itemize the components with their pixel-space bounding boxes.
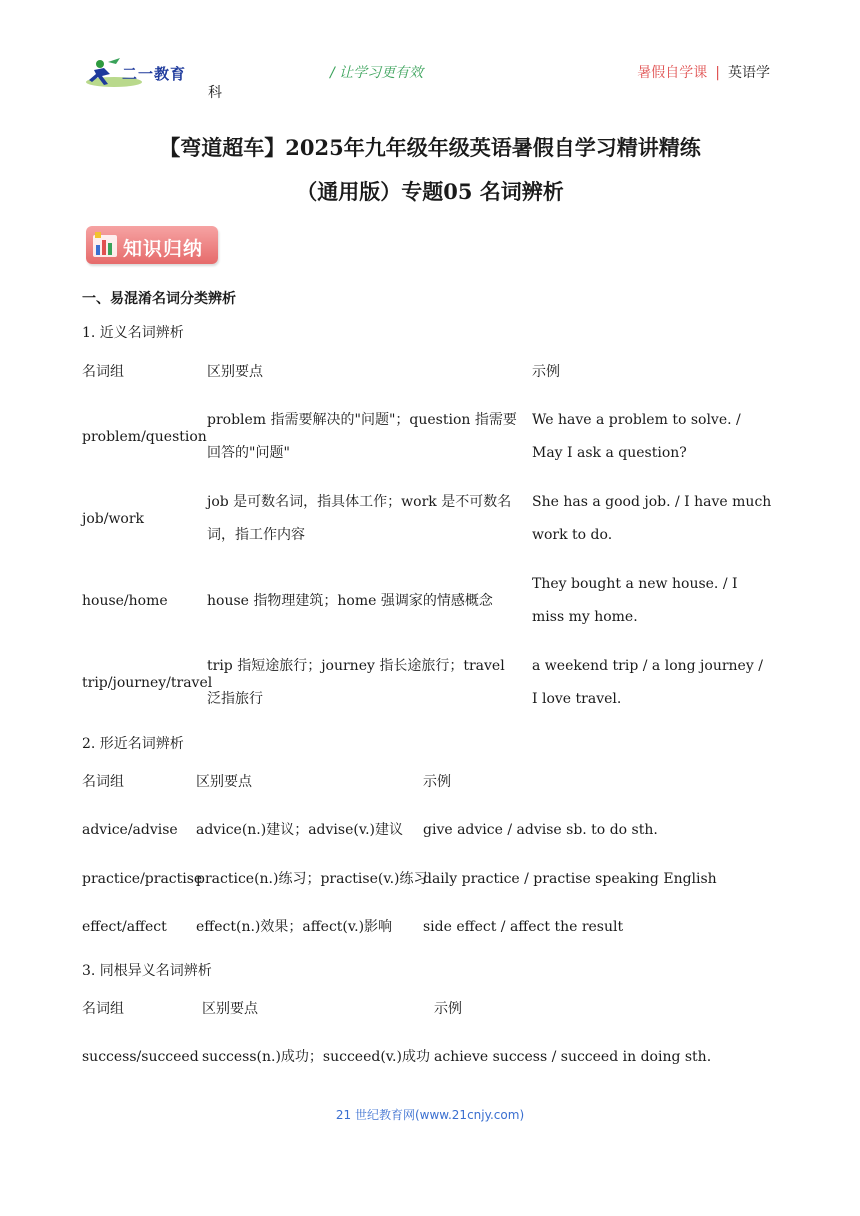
sub3-header-group: 名词组: [82, 1001, 124, 1017]
sub1-title: 1. 近义名词辨析: [82, 325, 184, 341]
badge-label: 知识归纳: [123, 238, 204, 260]
table-cell: give advice / advise sb. to do sth.: [423, 822, 658, 838]
table-cell: achieve success / succeed in doing sth.: [434, 1049, 712, 1065]
table-cell: house 指物理建筑；home 强调家的情感概念: [207, 593, 493, 609]
footer-link[interactable]: 21 世纪教育网(www.21cnjy.com): [335, 1108, 525, 1122]
table-cell: practice/practise: [82, 871, 203, 887]
book-chart-icon: [92, 231, 118, 259]
header-right: [637, 62, 770, 82]
header-separator: |: [715, 65, 720, 81]
table-cell: daily practice / practise speaking English: [423, 871, 717, 887]
header-subject-tail: 科: [208, 85, 222, 101]
table-cell: advice(n.)建议；advise(v.)建议: [196, 822, 403, 838]
sub3-header-example: 示例: [434, 1001, 462, 1017]
page-title-line2: （通用版）专题05 名词辨析: [296, 179, 564, 204]
table-cell: job/work: [82, 511, 145, 527]
table-cell: trip 指短途旅行；journey 指长途旅行；travel 泛指旅行: [207, 658, 505, 707]
sub2-header-diff: 区别要点: [196, 774, 252, 790]
sub1-header-diff: 区别要点: [207, 364, 263, 380]
sub1-header-example: 示例: [532, 364, 560, 380]
table-cell: effect/affect: [82, 919, 167, 935]
sub2-title: 2. 形近名词辨析: [82, 736, 184, 752]
table-cell: practice(n.)练习；practise(v.)练习: [196, 871, 428, 887]
table-cell: success(n.)成功；succeed(v.)成功: [202, 1049, 430, 1065]
header-slogan: / 让学习更有效: [330, 65, 424, 81]
sub1-header-group: 名词组: [82, 364, 124, 380]
section-heading: 一、易混淆名词分类辨析: [82, 291, 236, 307]
logo-text: 二一教育: [122, 65, 187, 83]
table-cell: advice/advise: [82, 822, 178, 838]
table-cell: She has a good job. / I have much work to do.: [532, 494, 772, 543]
table-cell: They bought a new house. / I miss my home.: [532, 576, 738, 625]
table-cell: problem 指需要解决的"问题"；question 指需要回答的"问题": [207, 412, 517, 461]
header-subject: 英语学: [728, 65, 770, 81]
table-cell: a weekend trip / a long journey / I love travel.: [532, 658, 763, 707]
sub2-header-example: 示例: [423, 774, 451, 790]
table-cell: success/succeed: [82, 1049, 199, 1065]
table-cell: house/home: [82, 593, 168, 609]
header-course: 暑假自学课: [637, 65, 708, 81]
table-cell: side effect / affect the result: [423, 919, 624, 935]
table-cell: job 是可数名词，指具体工作；work 是不可数名词，指工作内容: [207, 494, 512, 543]
page-title-line1: 【弯道超车】2025年九年级年级英语暑假自学习精讲精练: [159, 135, 701, 160]
sub2-header-group: 名词组: [82, 774, 124, 790]
table-cell: effect(n.)效果；affect(v.)影响: [196, 919, 393, 935]
sub3-header-diff: 区别要点: [202, 1001, 258, 1017]
table-cell: problem/question: [82, 429, 207, 445]
table-cell: We have a problem to solve. / May I ask a question?: [532, 412, 741, 461]
sub3-title: 3. 同根异义名词辨析: [82, 963, 212, 979]
table-cell: trip/journey/travel: [82, 675, 213, 691]
